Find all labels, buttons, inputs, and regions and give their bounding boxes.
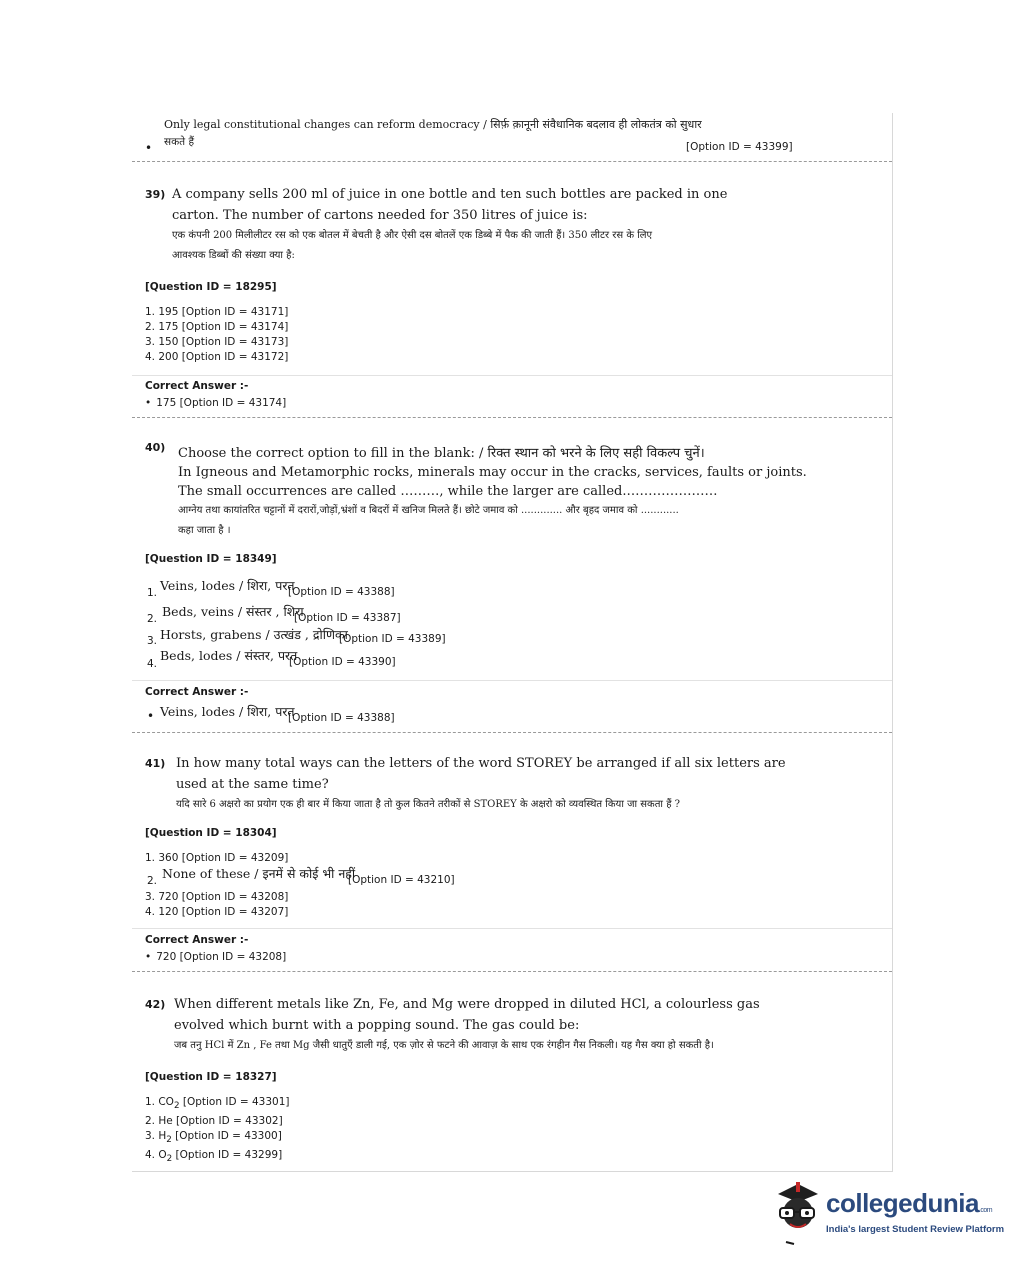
option-number: 3. — [147, 635, 158, 647]
option: 2. 175 [Option ID = 43174] — [145, 321, 289, 333]
question-hindi: कहा जाता है । — [178, 525, 231, 536]
question-number: 39) — [145, 188, 166, 201]
question-hindi: आग्नेय तथा कायांतरित चट्टानों में दरारों,जोड़ों,भ्रंशों व बिदरों में खनिज मिलते हैं। छोटे जमाव को ............. और बृहद जमाव को ............ — [178, 505, 679, 516]
option-number: 2. — [147, 875, 158, 887]
options-list — [145, 890, 288, 920]
question-line: evolved which burnt with a popping sound. The gas could be: — [174, 1018, 580, 1033]
question-number: 41) — [145, 757, 166, 770]
option-text: Horsts, grabens / उत्खंड , द्रोणिका — [160, 627, 348, 642]
correct-answer-label: Correct Answer :- — [145, 380, 249, 392]
option-number: 2. — [147, 613, 158, 625]
correct-answer-text: Veins, lodes / शिरा, परत — [160, 704, 295, 719]
option: 1. $CO_2$ [Option ID = 43301] — [145, 1096, 290, 1112]
divider — [132, 680, 892, 681]
prev-option-id: [Option ID = 43399] — [686, 141, 793, 153]
option-number: 1. — [147, 587, 158, 599]
option: 1. 195 [Option ID = 43171] — [145, 306, 289, 318]
question-hindi: एक कंपनी 200 मिलीलीटर रस को एक बोतल में बेचती है और ऐसी दस बोतलें एक डिब्बे में पैक की जाती हैं। 350 लीटर रस के लिए — [172, 230, 653, 241]
option: 4. $O_2$ [Option ID = 43299] — [145, 1149, 283, 1165]
correct-answer-label: Correct Answer :- — [145, 686, 249, 698]
question-hindi: आवश्यक डिब्बों की संख्या क्या है: — [172, 250, 295, 261]
question-text — [178, 444, 818, 541]
option: 2. He [Option ID = 43302] — [145, 1115, 283, 1128]
option: 4. 120 [Option ID = 43207] — [145, 906, 289, 918]
option-id: [Option ID = 43387] — [294, 612, 401, 624]
option-text: Beds, veins / संस्तर , शिरा — [162, 604, 304, 619]
question-id: [Question ID = 18304] — [145, 827, 277, 839]
document-page — [132, 113, 893, 1172]
question-id: [Question ID = 18349] — [145, 553, 277, 565]
option-id: [Option ID = 43388] — [288, 586, 395, 598]
question-line: A company sells 200 ml of juice in one bottle and ten such bottles are packed in one — [172, 187, 728, 202]
question-line: Choose the correct option to fill in the blank: / रिक्त स्थान को भरने के लिए सही विकल्प चुनें। — [178, 446, 705, 461]
question-number: 40) — [145, 441, 166, 454]
option-text: None of these / इनमें से कोई भी नहीं — [162, 866, 356, 881]
prev-option-text: Only legal constitutional changes can reform democracy / सिर्फ़ क़ानूनी संवैधानिक बदलाव ही लोकतंत्र को सुधार — [164, 118, 702, 131]
option-text: Veins, lodes / शिरा, परत — [160, 578, 295, 593]
question-id: [Question ID = 18327] — [145, 1071, 277, 1083]
question-number: 42) — [145, 998, 166, 1011]
divider — [132, 971, 892, 972]
option: 1. 360 [Option ID = 43209] — [145, 852, 289, 864]
question-line: In how many total ways can the letters of the word STOREY be arranged if all six letters are — [176, 756, 786, 771]
bullet: • — [145, 141, 153, 155]
bullet: • — [147, 709, 155, 723]
question-line: carton. The number of cartons needed for 350 litres of juice is: — [172, 208, 588, 223]
options-list — [145, 577, 545, 677]
logo-wordmark: collegedunia.com — [826, 1188, 993, 1218]
question-line: In Igneous and Metamorphic rocks, minerals may occur in the cracks, services, faults or joints. — [178, 465, 807, 480]
options-list — [145, 1095, 290, 1167]
option-id: [Option ID = 43390] — [289, 656, 396, 668]
correct-answer-label: Correct Answer :- — [145, 934, 249, 946]
correct-answer — [145, 703, 445, 725]
options-list — [145, 305, 288, 365]
correct-answer: • 720 [Option ID = 43208] — [145, 950, 286, 965]
option: 3. $H_2$ [Option ID = 43300] — [145, 1130, 282, 1146]
option: 3. 720 [Option ID = 43208] — [145, 891, 289, 903]
divider — [132, 417, 892, 418]
question-hindi: जब तनु HCl में Zn , Fe तथा Mg जैसी धातुएँ डाली गई, एक ज़ोर से फटने की आवाज़ के साथ एक रंगहीन गैस निकली। यह गैस क्या हो सकती है। — [174, 1040, 714, 1051]
option-id: [Option ID = 43210] — [348, 874, 455, 886]
question-text — [174, 994, 814, 1056]
prev-option-text-cont: सकते हैं — [164, 136, 195, 148]
question-hindi: यदि सारे 6 अक्षरो का प्रयोग एक ही बार में किया जाता है तो कुल कितने तरीकों से STOREY के अक्षरो को व्यवस्थित किया जा सकता हैं ? — [176, 799, 681, 810]
question-id: [Question ID = 18295] — [145, 281, 277, 293]
correct-answer: • 175 [Option ID = 43174] — [145, 396, 286, 411]
mascot-icon — [768, 1180, 824, 1246]
question-line: used at the same time? — [176, 777, 329, 792]
option-number: 4. — [147, 658, 158, 670]
divider — [132, 928, 892, 929]
logo-tagline: India's largest Student Review Platform — [826, 1224, 1005, 1235]
divider — [132, 161, 892, 162]
correct-answer-id: [Option ID = 43388] — [288, 712, 395, 724]
question-line: The small occurrences are called ………, while the larger are called.………………… — [178, 484, 718, 499]
divider — [132, 732, 892, 733]
question-text — [172, 184, 782, 266]
divider — [132, 375, 892, 376]
question-line: When different metals like Zn, Fe, and Mg were dropped in diluted HCl, a colourless gas — [174, 997, 760, 1012]
option-id: [Option ID = 43389] — [339, 633, 446, 645]
option: 3. 150 [Option ID = 43173] — [145, 336, 289, 348]
collegedunia-logo[interactable] — [768, 1180, 1005, 1250]
option-text: Beds, lodes / संस्तर, परत — [160, 648, 298, 663]
question-text — [176, 753, 816, 815]
option: 4. 200 [Option ID = 43172] — [145, 351, 289, 363]
